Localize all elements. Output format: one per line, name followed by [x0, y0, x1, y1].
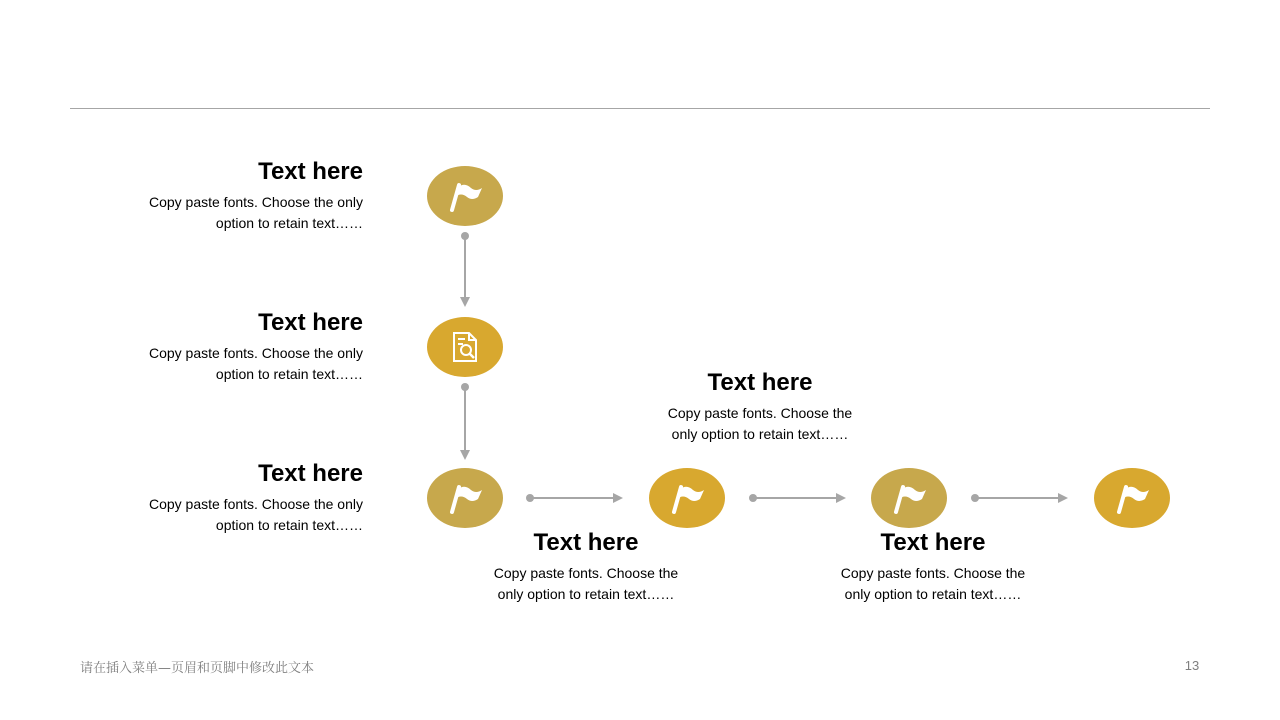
step-text-4 [466, 529, 706, 605]
step-text-6 [813, 529, 1053, 605]
flag-icon [445, 179, 485, 213]
desc-line-2: only option to retain text…… [497, 586, 675, 602]
flag-icon [1112, 481, 1152, 515]
step-node-2 [427, 317, 503, 377]
connector-3-4 [526, 494, 621, 502]
header-divider [70, 108, 1210, 109]
step-node-5 [871, 468, 947, 528]
step-description [466, 563, 706, 605]
connector-4-5 [749, 494, 844, 502]
flag-icon [667, 481, 707, 515]
document-search-icon [448, 330, 482, 364]
desc-line-2: only option to retain text…… [671, 426, 849, 442]
step-node-4 [649, 468, 725, 528]
desc-line-1: Copy paste fonts. Choose the only [148, 194, 363, 210]
connector-1-2 [461, 232, 469, 305]
desc-line-2: option to retain text…… [215, 366, 363, 382]
connector-2-3 [461, 383, 469, 458]
step-title: Text here [258, 158, 363, 185]
step-description [100, 494, 363, 536]
step-description [100, 192, 363, 234]
desc-line-1: Copy paste fonts. Choose the [667, 405, 853, 421]
flag-icon [889, 481, 929, 515]
step-text-3 [100, 460, 363, 536]
step-node-1 [427, 166, 503, 226]
step-title: Text here [258, 309, 363, 336]
page-number: 13 [1184, 658, 1200, 673]
step-node-6 [1094, 468, 1170, 528]
desc-line-2: only option to retain text…… [844, 586, 1022, 602]
flag-icon [445, 481, 485, 515]
step-description [100, 343, 363, 385]
connector-5-6 [971, 494, 1066, 502]
step-title: Text here [533, 529, 639, 556]
step-title: Text here [258, 460, 363, 487]
desc-line-2: option to retain text…… [215, 215, 363, 231]
step-node-3 [427, 468, 503, 528]
desc-line-1: Copy paste fonts. Choose the [493, 565, 679, 581]
step-text-1 [100, 158, 363, 234]
desc-line-2: option to retain text…… [215, 517, 363, 533]
step-text-2 [100, 309, 363, 385]
desc-line-1: Copy paste fonts. Choose the [840, 565, 1026, 581]
desc-line-1: Copy paste fonts. Choose the only [148, 345, 363, 361]
step-description [813, 563, 1053, 605]
step-text-5 [640, 369, 880, 445]
step-description [640, 403, 880, 445]
step-title: Text here [707, 369, 813, 396]
footer-text: 请在插入菜单—页眉和页脚中修改此文本 [80, 661, 315, 676]
desc-line-1: Copy paste fonts. Choose the only [148, 496, 363, 512]
step-title: Text here [880, 529, 986, 556]
